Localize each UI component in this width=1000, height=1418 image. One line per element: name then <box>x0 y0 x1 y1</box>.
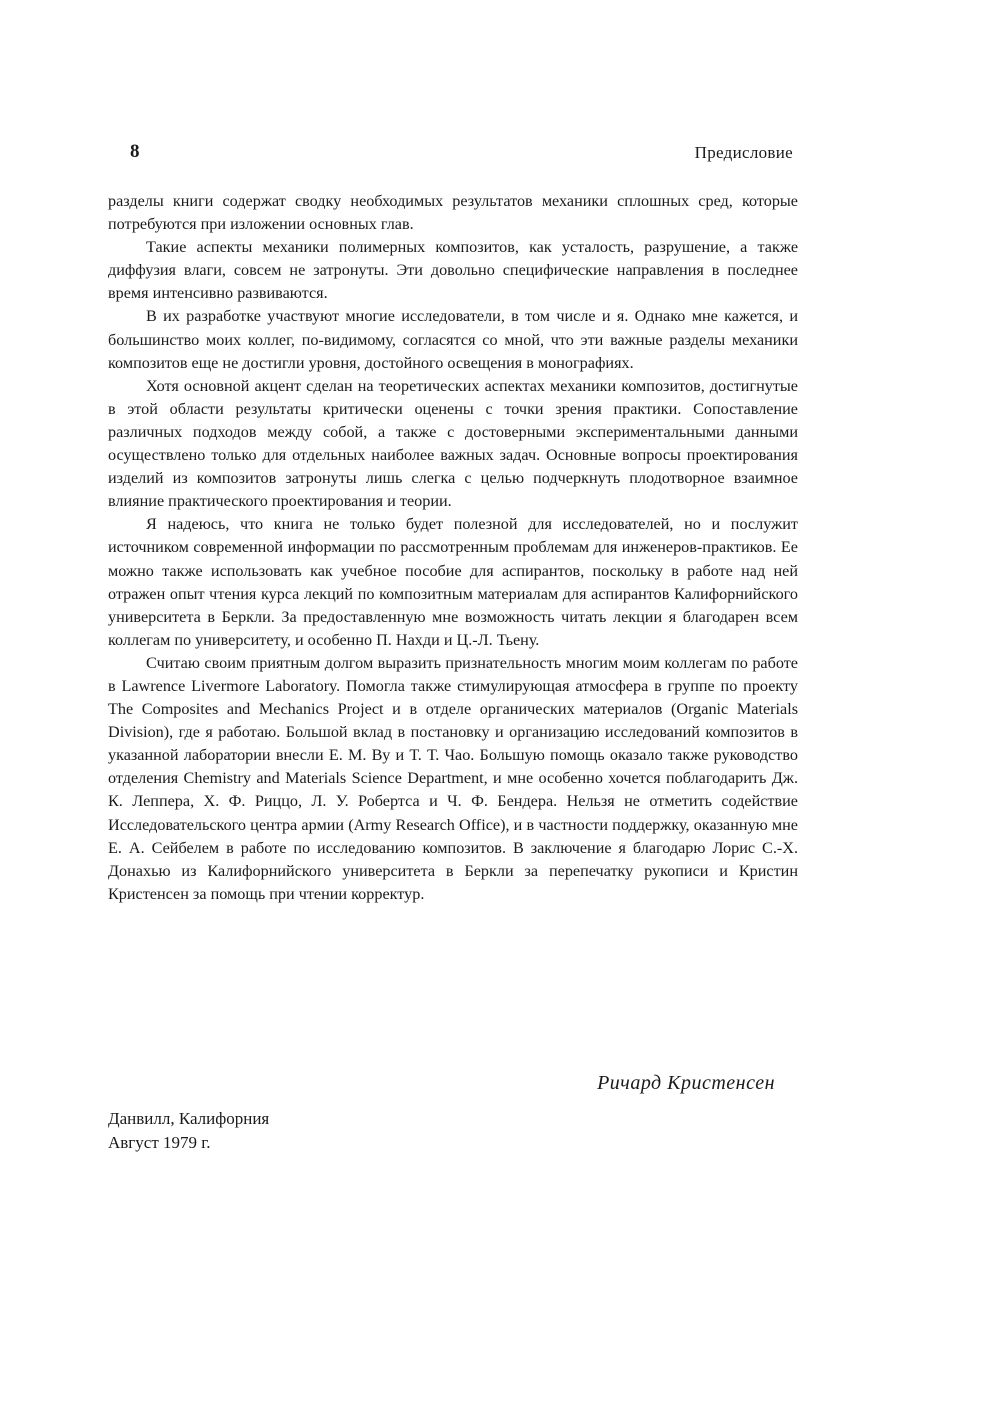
paragraph: Хотя основной акцент сделан на теоретических аспектах механики композитов, достигнутые в этой области результаты критически оценены с точки зрения практики. Сопоставление различных подходов между собой, а также с достоверными экспериментальными данными осуществлено только для отдельных наиболее важных задач. Основные вопросы проектирования изделий из композитов затронуты лишь слегка с целью подчеркнуть плодотворное взаимное влияние практического проектирования и теории. <box>108 376 798 511</box>
author-signature: Ричард Кристенсен <box>597 1072 775 1094</box>
paragraph: В их разработке участвуют многие исследователи, в том числе и я. Однако мне кажется, и большинство моих коллег, по-видимому, согласятся со мной, что эти важные разделы механики композитов еще не достигли уровня, достойного освещения в монографиях. <box>108 307 798 372</box>
paragraph: Считаю своим приятным долгом выразить признательность многим моим коллегам по работе в Lawrence Livermore Laboratory. Помогла также стимулирующая атмосфера в группе по проекту The Composites and Mechanics Project и в отделе органических материалов (Organic Materials Division), где я работаю. Большой вклад в постановку и организацию исследований композитов в указанной лаборатории внесли Е. М. Ву и Т. Т. Чао. Большую помощь оказало также руководство отделения Chemistry and Materials Science Department, и мне особенно хочется поблагодарить Дж. К. Леппера, Х. Ф. Риццо, Л. У. Робертса и Ч. Ф. Бендера. Нельзя не отметить содействие Исследовательского центра армии (Army Research Office), и в частности поддержку, оказанную мне Е. А. Сейбелем в работе по исследованию композитов. В заключение я благодарю Лорис С.-Х. Донахью из Калифорнийского университета в Беркли за перепечатку рукописи и Кристин Кристенсен за помощь при чтении корректур. <box>108 653 798 903</box>
paragraph: Такие аспекты механики полимерных композитов, как усталость, разрушение, а также диффузия влаги, совсем не затронуты. Эти довольно специфические направления в последнее время интенсивно развиваются. <box>108 238 798 303</box>
date: Август 1979 г. <box>108 1133 211 1152</box>
paragraph: разделы книги содержат сводку необходимых результатов механики сплошных сред, которые потребуются при изложении основных глав. <box>108 192 798 234</box>
place-and-date <box>108 1107 269 1155</box>
paragraph: Я надеюсь, что книга не только будет полезной для исследователей, но и послужит источником современной информации по рассмотренным проблемам для инженеров-практиков. Ее можно также использовать как учебное пособие для аспирантов, поскольку в работе над ней отражен опыт чтения курса лекций по композитным материалам для аспирантов Калифорнийского университета в Беркли. За предоставленную мне возможность читать лекции я благодарен всем коллегам по университету, и особенно П. Нахди и Ц.-Л. Тьену. <box>108 515 798 649</box>
page-number: 8 <box>130 141 140 162</box>
running-title: Предисловие <box>694 143 793 162</box>
place: Данвилл, Калифорния <box>108 1109 270 1128</box>
preface-body <box>108 190 798 906</box>
